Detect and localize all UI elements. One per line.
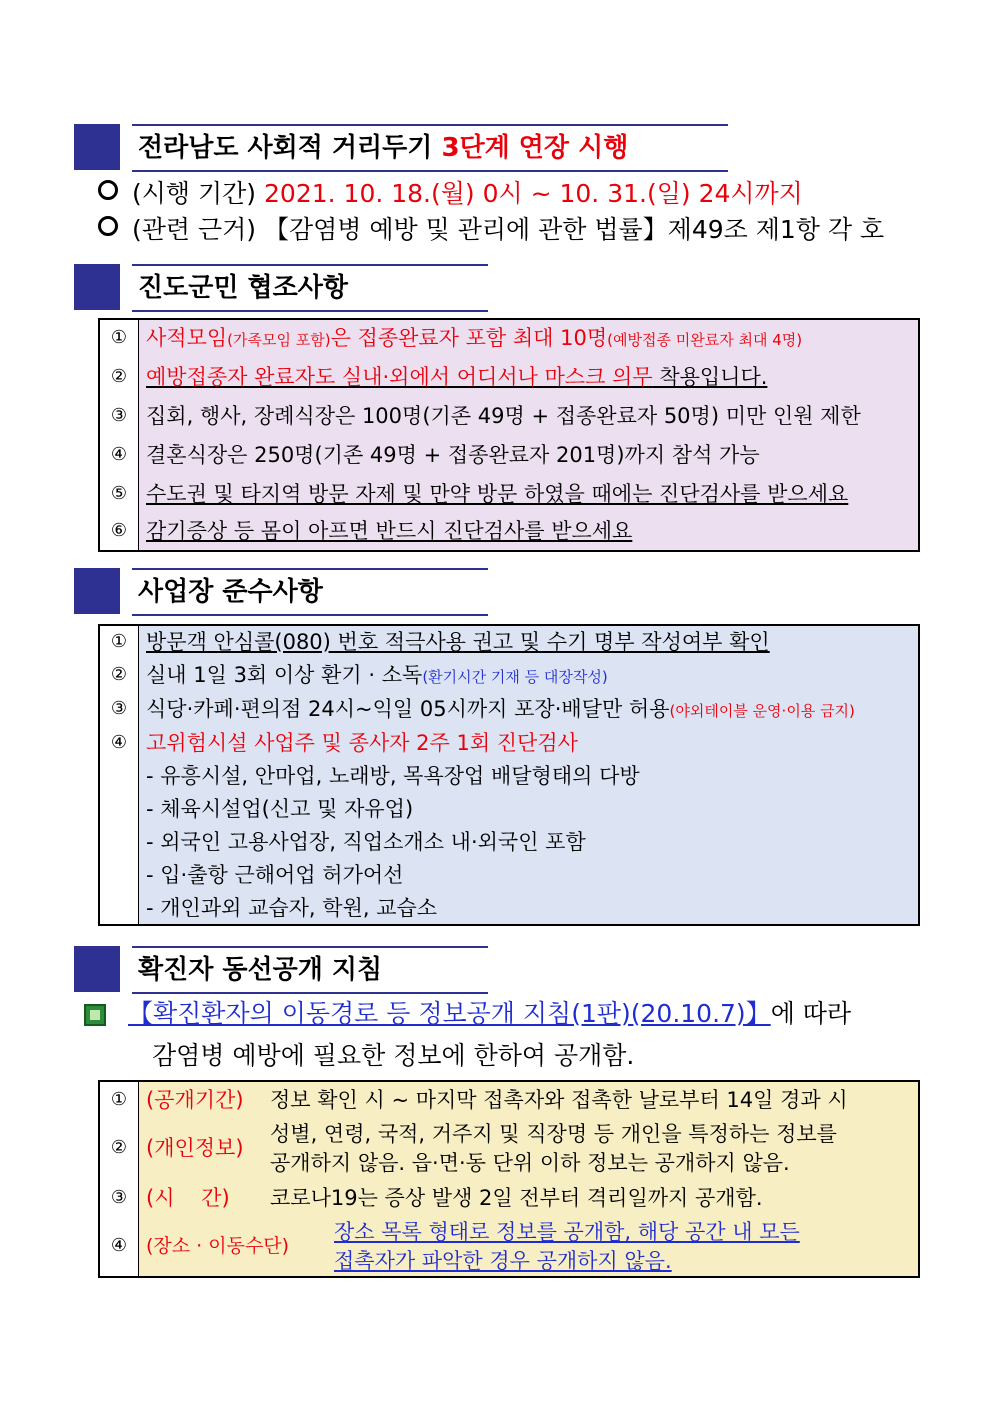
section-marker (74, 264, 120, 310)
square-bullet-icon (84, 1004, 106, 1026)
residents-guidelines-box: ① 사적모임(가족모임 포함)은 접종완료자 포함 최대 10명(예방접종 미완료자 최대 4명) ② 예방접종자 완료자도 실내·외에서 어디서나 마스크 의무 착용입니다. ③ 집회, 행사, 장례식장은 100명(기존 49명 + 접종완료자 50명) 미만 인원 제한 ④ 결혼식장은 250명(기존 49명 + 접종완료자 201명)까지 참석 가능 ⑤ 수도권 및 타지역 방문 자제 및 만약 방문 하였을 때에는 진단검사를 받으세요 ⑥ 감기증상 등 몸이 아프면 반드시 진단검사를 받으세요 (98, 318, 920, 552)
lead-line-2: 감염병 예방에 필요한 정보에 한하여 공개함. (152, 1041, 635, 1070)
section-title-2: 진도군민 협조사항 (132, 264, 488, 312)
list-item: ② (개인정보) 성별, 연령, 국적, 거주지 및 직장명 등 개인을 특정하는 정보를 공개하지 않음. 읍·면·동 단위 이하 정보는 공개하지 않음. (110, 1122, 837, 1175)
section-marker (74, 124, 120, 170)
basis-line: (관련 근거) 【감염병 예방 및 관리에 관한 법률】제49조 제1항 각 호 (98, 214, 884, 246)
circle-bullet-icon (98, 180, 118, 200)
section-title-1: 전라남도 사회적 거리두기 3단계 연장 시행 (132, 124, 728, 172)
list-item: ④ (장소 · 이동수단) 장소 목록 형태로 정보를 공개함, 해당 공간 내 모든 접촉자가 파악한 경우 공개하지 않음. (110, 1220, 800, 1273)
circle-bullet-icon (98, 216, 118, 236)
section-title-3: 사업장 준수사항 (132, 568, 488, 616)
lead-line: 【확진환자의 이동경로 등 정보공개 지침(1판)(20.10.7)】에 따라 (128, 999, 852, 1028)
section-title-4: 확진자 동선공개 지침 (132, 946, 488, 994)
section-marker (74, 946, 120, 992)
guideline-link[interactable]: 【확진환자의 이동경로 등 정보공개 지침(1판)(20.10.7)】 (128, 999, 771, 1028)
period-line: (시행 기간) 2021. 10. 18.(월) 0시 ~ 10. 31.(일) 24시까지 (98, 178, 803, 210)
disclosure-guidelines-box: ① (공개기간) 정보 확인 시 ~ 마지막 접촉자와 접촉한 날로부터 14일 경과 시 ② (개인정보) 성별, 연령, 국적, 거주지 및 직장명 등 개인을 특정하는 정보를 공개하지 않음. 읍·면·동 단위 이하 정보는 공개하지 않음. ③ (시 간) 코로나19는 증상 발생 2일 전부터 격리일까지 공개함. ④ (장소 · 이동수단) 장소 목록 형태로 정보를 공개함, 해당 공간 내 모든 접촉자가 파악한 경우 공개하지 않음. (98, 1080, 920, 1278)
business-guidelines-box: ① 방문객 안심콜(080) 번호 적극사용 권고 및 수기 명부 작성여부 확인 ② 실내 1일 3회 이상 환기 · 소독(환기시간 기재 등 대장작성) ③ 식당·카페·편의점 24시~익일 05시까지 포장·배달만 허용(야외테이블 운영·이용 금지) ④ 고위험시설 사업주 및 종사자 2주 1회 진단검사 - 유흥시설, 안마업, 노래방, 목욕장업 배달형태의 다방 - 체육시설업(신고 및 자유업) - 외국인 고용사업장, 직업소개소 내·외국인 포함 - 입·출항 근해어업 허가어선 - 개인과외 교습자, 학원, 교습소 (98, 624, 920, 926)
section-marker (74, 568, 120, 614)
